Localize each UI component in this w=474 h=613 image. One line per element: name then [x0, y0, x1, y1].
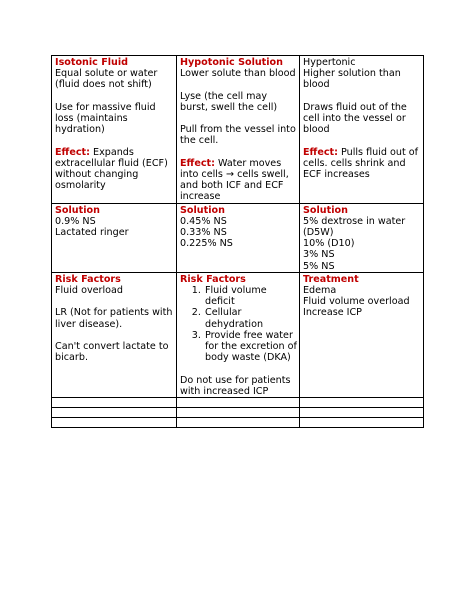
isotonic-cell [52, 56, 177, 204]
effect-label: Effect: [303, 146, 338, 158]
cell-line: Equal solute or water (fluid does not shift) [55, 68, 158, 91]
solution-item: 3% NS [303, 249, 335, 261]
hypotonic-solution-cell [177, 203, 300, 272]
hypotonic-cell [177, 56, 300, 204]
cell-line: Lyse (the cell may burst, swell the cell) [180, 90, 278, 113]
solution-item: 10% (D10) [303, 238, 355, 250]
solution-item: 5% NS [303, 260, 335, 272]
empty-cell [300, 418, 424, 428]
list-item: 3. Provide free water for the excretion of body waste (DKA) [204, 330, 297, 364]
effect-text: Pulls fluid out of cells. cells shrink and ECF increases [303, 146, 419, 180]
solution-header: Solution [303, 204, 348, 216]
treatment-line: Increase ICP [303, 307, 362, 319]
risk-list [180, 285, 297, 363]
table-row [52, 272, 424, 397]
solution-item: 0.9% NS [55, 215, 96, 227]
empty-cell [177, 418, 300, 428]
empty-cell [300, 398, 424, 408]
cell-line: Higher solution than blood [303, 68, 401, 91]
empty-cell [300, 408, 424, 418]
risk-line: Can't convert lactate to bicarb. [55, 341, 169, 364]
effect-line [303, 147, 421, 181]
risk-line: LR (Not for patients with liver disease). [55, 307, 173, 330]
treatment-line: Edema [303, 285, 337, 297]
hypertonic-treatment-cell [300, 272, 424, 397]
solution-item: 0.225% NS [180, 238, 233, 250]
risk-factors-header: Risk Factors [55, 273, 121, 285]
isotonic-header: Isotonic Fluid [55, 57, 129, 68]
empty-row [52, 418, 424, 428]
treatment-line: Fluid volume overload [303, 296, 410, 308]
cell-line: Pull from the vessel into the cell. [180, 124, 296, 147]
empty-cell [52, 418, 177, 428]
risk-factors-header: Risk Factors [180, 273, 246, 285]
hypertonic-header: Hypertonic [303, 57, 356, 68]
empty-cell [52, 408, 177, 418]
empty-cell [52, 398, 177, 408]
empty-cell [177, 408, 300, 418]
effect-label: Effect: [55, 146, 90, 158]
solution-header: Solution [180, 204, 225, 216]
cell-line: Lower solute than blood [180, 68, 296, 80]
solution-item: 0.45% NS [180, 215, 227, 227]
hypotonic-header: Hypotonic Solution [180, 57, 283, 68]
table-row [52, 203, 424, 272]
solution-item: 0.33% NS [180, 227, 227, 238]
list-item: 1. Fluid volume deficit [204, 285, 297, 307]
effect-line [55, 147, 174, 192]
empty-row [52, 408, 424, 418]
effect-label: Effect: [180, 157, 215, 169]
cell-line: Use for massive fluid loss (maintains hydration) [55, 101, 156, 136]
cell-line: Draws fluid out of the cell into the vessel or blood [303, 101, 407, 136]
effect-text: Water moves into cells → cells swell, and both ICF and ECF increase [180, 157, 289, 203]
fluid-table [51, 55, 424, 428]
hypertonic-solution-cell [300, 203, 424, 272]
empty-cell [177, 398, 300, 408]
hypertonic-cell [300, 56, 424, 204]
effect-text: Expands extracellular fluid (ECF) without changing osmolarity [55, 146, 168, 192]
isotonic-risk-cell [52, 272, 177, 397]
risk-note: Do not use for patients with increased ICP [180, 374, 291, 397]
hypotonic-risk-cell [177, 272, 300, 397]
treatment-header: Treatment [303, 273, 359, 285]
risk-line: Fluid overload [55, 285, 123, 297]
table-row [52, 56, 424, 204]
isotonic-solution-cell [52, 203, 177, 272]
effect-line [180, 158, 297, 203]
solution-header: Solution [55, 204, 100, 216]
solution-item: 5% dextrose in water (D5W) [303, 215, 406, 238]
list-item: 2. Cellular dehydration [204, 307, 297, 329]
solution-item: Lactated ringer [55, 227, 129, 238]
empty-row [52, 398, 424, 408]
